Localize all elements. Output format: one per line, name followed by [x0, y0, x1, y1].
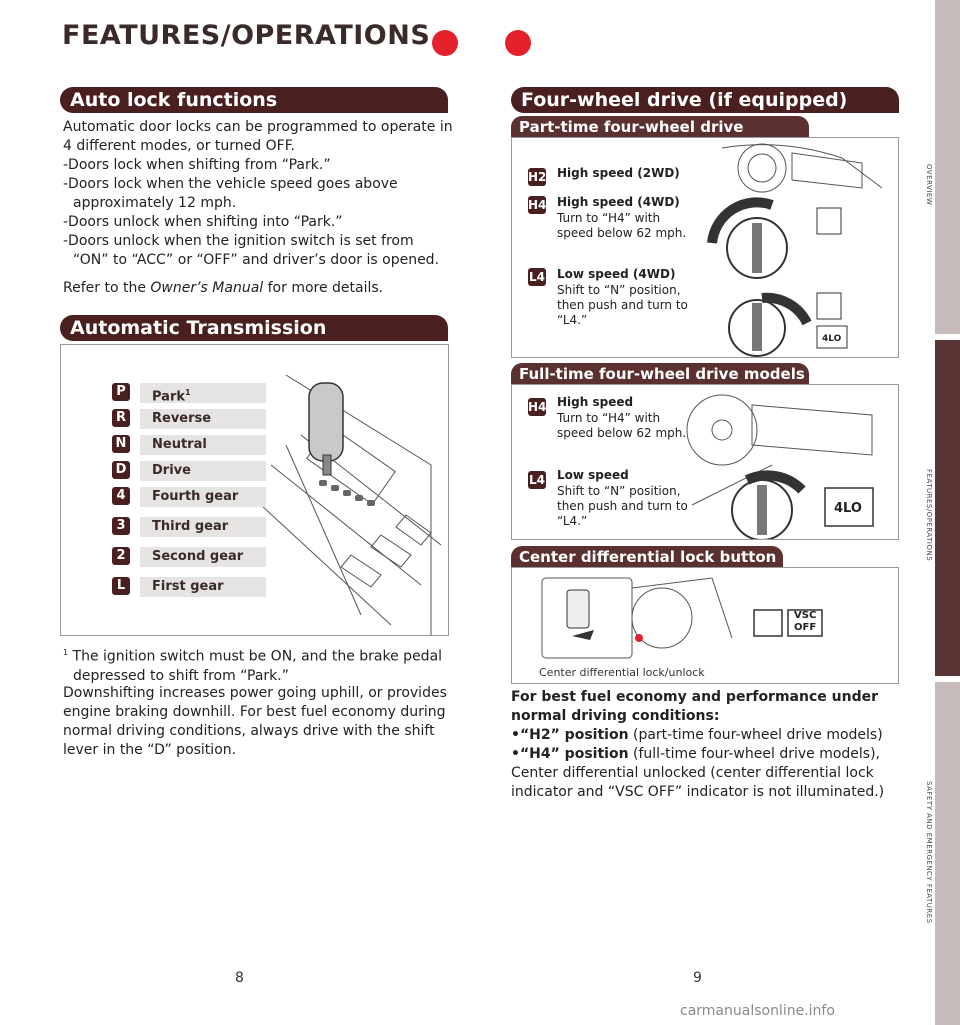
gear-label: Second gear	[140, 547, 266, 567]
gear-label: Drive	[140, 461, 266, 481]
center-diff-panel	[511, 567, 899, 684]
mode-title: High speed	[557, 395, 634, 409]
mode-badge-h4: H4	[528, 198, 547, 212]
gear-badge: D	[112, 461, 130, 479]
best-fuel-closing: Center differential unlocked (center differential lock indicator and “VSC OFF” indicator is not illuminated.)	[511, 765, 885, 800]
mode-title: High speed (2WD)	[557, 166, 680, 180]
mode-badge-h4: H4	[528, 400, 547, 414]
mode-desc: Turn to “H4” with speed below 62 mph.	[557, 211, 687, 240]
decorative-dot-icon	[432, 30, 458, 56]
full-time-panel	[511, 384, 899, 540]
sidebar-tab-safety[interactable]	[935, 682, 960, 1025]
best-fuel-block	[511, 688, 906, 802]
auto-lock-item: -Doors unlock when shifting into “Park.”	[63, 214, 343, 230]
sidebar-tab-features-operations[interactable]	[935, 340, 960, 676]
gear-badge: 3	[112, 517, 130, 535]
gear-badge: N	[112, 435, 130, 453]
auto-lock-body	[63, 118, 453, 298]
gear-badge: L	[112, 577, 130, 595]
gear-badge: 4	[112, 487, 130, 505]
mode-desc: Turn to “H4” with speed below 62 mph.	[557, 411, 687, 440]
four-wd-heading: Four-wheel drive (if equipped)	[511, 87, 899, 113]
decorative-dot-icon	[505, 30, 531, 56]
auto-lock-item: -Doors lock when the vehicle speed goes above approximately 12 mph.	[63, 176, 398, 211]
gear-badge: 2	[112, 547, 130, 565]
page-number-right: 9	[693, 970, 702, 986]
full-time-heading: Full-time four-wheel drive models	[511, 363, 809, 385]
mode-desc: Shift to “N” position, then push and turn to “L4.”	[557, 283, 688, 327]
indicator-4lo-label: 4LO	[834, 501, 862, 516]
indicator-4lo-label: 4LO	[822, 334, 842, 344]
mode-title: Low speed (4WD)	[557, 267, 676, 281]
gear-label: Fourth gear	[140, 487, 266, 507]
gear-label: Third gear	[140, 517, 266, 537]
sidebar-label-safety: SAFETY AND EMERGENCY FEATURES	[925, 780, 933, 924]
mode-desc: Shift to “N” position, then push and turn to “L4.”	[557, 484, 688, 528]
mode-title: High speed (4WD)	[557, 195, 680, 209]
mode-title: Low speed	[557, 468, 629, 482]
part-time-heading: Part-time four-wheel drive	[511, 116, 809, 138]
center-diff-heading: Center differential lock button	[511, 546, 783, 568]
page-number-left: 8	[235, 970, 244, 986]
page-title: FEATURES/OPERATIONS	[62, 20, 431, 51]
auto-lock-heading: Auto lock functions	[60, 87, 448, 113]
mode-badge-h2: H2	[528, 170, 547, 184]
best-fuel-bullet: •“H4” position (full-time four-wheel drive models),	[511, 746, 881, 762]
mode-badge-l4: L4	[529, 473, 545, 487]
gear-label: Reverse	[140, 409, 266, 429]
transmission-footnote: $^1$ The ignition switch must be ON, and the brake pedal depressed to shift from “Park.”	[63, 648, 443, 684]
best-fuel-heading: For best fuel economy and performance under normal driving conditions:	[511, 689, 878, 724]
center-diff-caption: Center differential lock/unlock	[539, 666, 705, 679]
watermark: carmanualsonline.info	[680, 1003, 835, 1019]
vsc-off-indicator: VSC OFF	[794, 610, 817, 633]
auto-lock-item: -Doors unlock when the ignition switch is set from “ON” to “ACC” or “OFF” and driver’s door is opened.	[63, 233, 440, 268]
gear-badge: R	[112, 409, 130, 427]
sidebar-tab-overview[interactable]	[935, 0, 960, 334]
auto-lock-item: -Doors lock when shifting from “Park.”	[63, 157, 331, 173]
gear-label: Neutral	[140, 435, 266, 455]
sidebar-label-overview: OVERVIEW	[925, 164, 933, 206]
gear-label: Park$^1$	[140, 383, 266, 403]
gear-badge: P	[112, 383, 130, 401]
downshift-text: Downshifting increases power going uphill, or provides engine braking downhill. For best fuel economy during normal driving conditions, always drive with the shift lever in the “D” position.	[63, 685, 447, 758]
mode-badge-l4: L4	[529, 270, 545, 284]
transmission-heading: Automatic Transmission	[60, 315, 448, 341]
auto-lock-refer: Refer to the Owner’s Manual for more details.	[63, 280, 384, 296]
part-time-panel	[511, 137, 899, 358]
best-fuel-bullet: •“H2” position (part-time four-wheel drive models)	[511, 727, 883, 743]
auto-lock-intro: Automatic door locks can be programmed to operate in 4 different modes, or turned OFF.	[63, 119, 453, 154]
gear-label: First gear	[140, 577, 266, 597]
owners-manual-ref: Owner’s Manual	[150, 280, 264, 296]
sidebar-label-features: FEATURES/OPERATIONS	[925, 468, 933, 562]
